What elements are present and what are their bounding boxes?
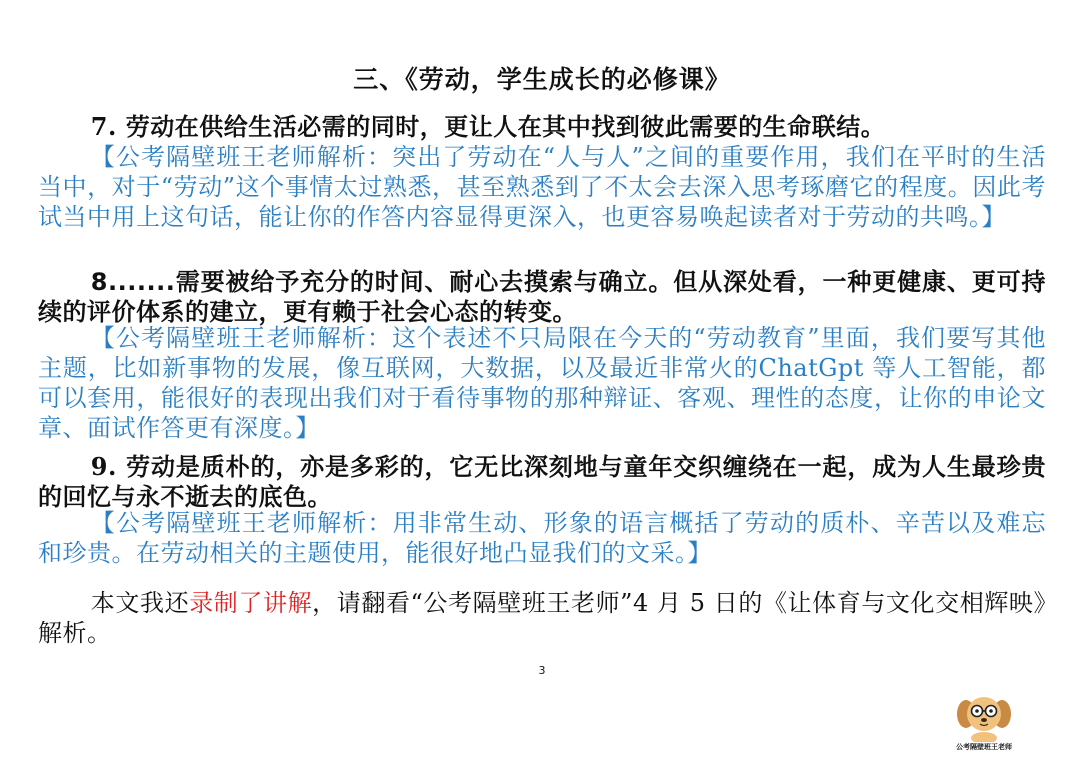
analysis-9: 【公考隔壁班王老师解析：用非常生动、形象的语言概括了劳动的质朴、辛苦以及难忘和珍贵。在劳动相关的主题使用，能很好地凸显我们的文采。】 [38,509,1046,567]
analysis-7: 【公考隔壁班王老师解析：突出了劳动在“人与人”之间的重要作用，我们在平时的生活当中，对于“劳动”这个事情太过熟悉，甚至熟悉到了不太会去深入思考琢磨它的程度。因此考试当中用上这句话，能让你的作答内容显得更深入，也更容易唤起读者对于劳动的共鸣。】 [38,143,1046,231]
page-number: 3 [538,664,546,677]
analysis-8: 【公考隔壁班王老师解析：这个表述不只局限在今天的“劳动教育”里面，我们要写其他主题，比如新事物的发展，像互联网，大数据，以及最近非常火的ChatGpt 等人工智能，都可以套用，能很好的表现出我们对于看待事物的那种辩证、客观、理性的态度，让你的申论文章、面试作答更有深度。】 [38,324,1046,442]
closing-after: ，请翻看“公考隔壁班王老师”4 月 5 日的《让体育与文化交相辉映》解析。 [38,589,1047,647]
cartoon-dog-with-glasses-icon [948,690,1020,742]
brand-logo [948,690,1020,754]
quote-9: 9. 劳动是质朴的，亦是多彩的，它无比深刻地与童年交织缠绕在一起，成为人生最珍贵的回忆与永不逝去的底色。 [38,452,1046,511]
section-title: 三、《劳动，学生成长的必修课》 [353,65,731,94]
logo-caption: 公考隔壁班王老师 [956,743,1012,751]
closing-highlight: 录制了讲解 [189,589,313,617]
quote-8-lead: 8....... [90,268,176,296]
closing-before: 本文我还 [90,589,190,617]
closing-note [38,588,1046,648]
quote-8-text: 需要被给予充分的时间、耐心去摸索与确立。但从深处看，一种更健康、更可持续的评价体系的建立，更有赖于社会心态的转变。 [38,267,1046,326]
quote-8 [38,267,1046,327]
quote-7: 7. 劳动在供给生活必需的同时，更让人在其中找到彼此需要的生命联结。 [90,112,886,141]
